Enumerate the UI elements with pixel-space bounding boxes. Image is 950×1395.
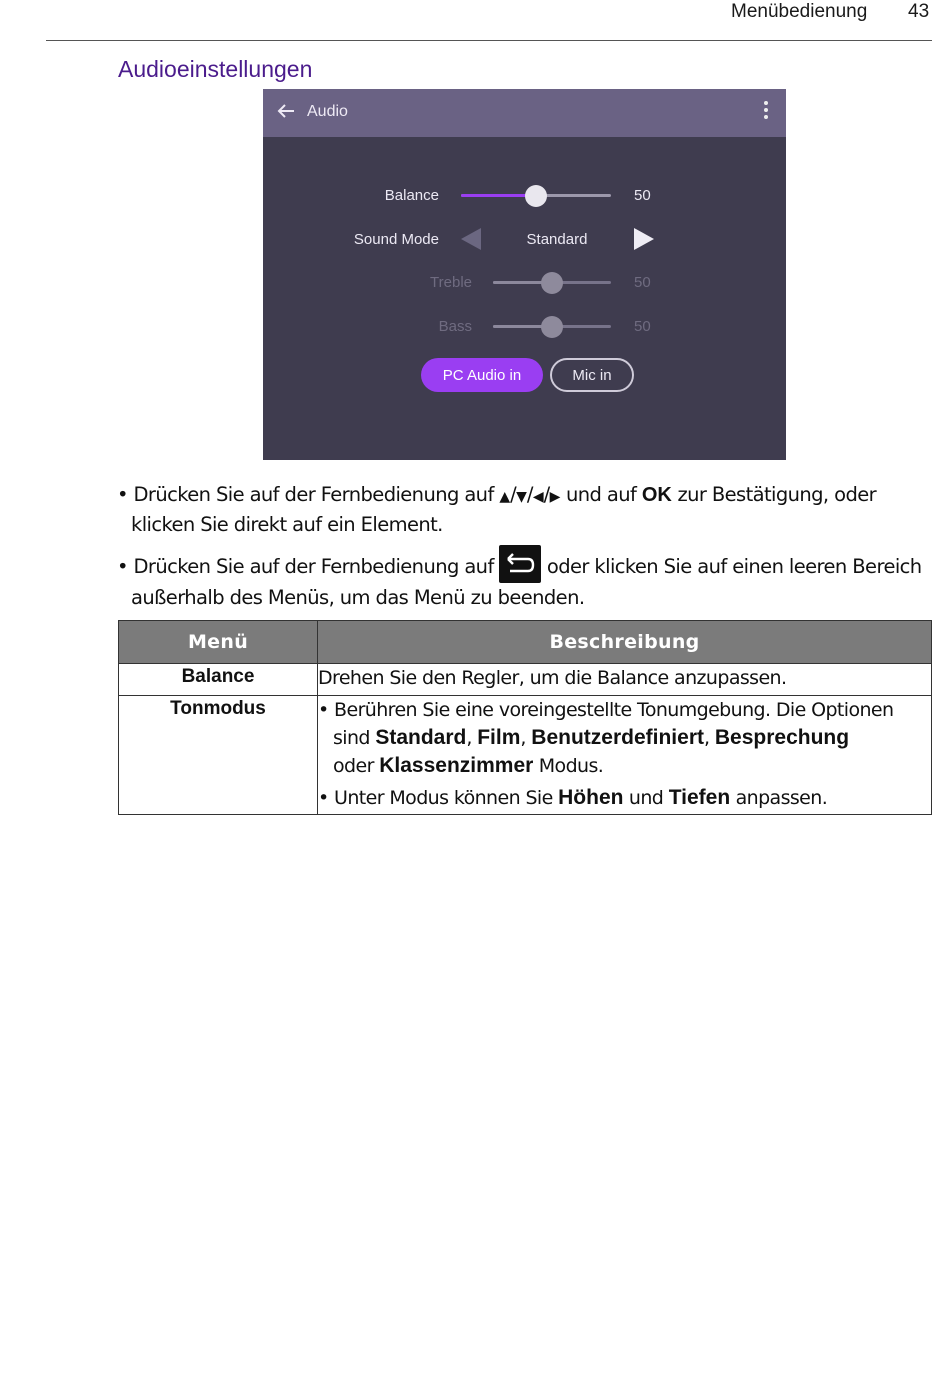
balance-label: Balance bbox=[384, 187, 439, 204]
mic-in-button[interactable]: Mic in bbox=[550, 358, 634, 392]
instruction-bullet-2: • Drücken Sie auf der Fernbedienung auf oder klicken Sie auf einen leeren Bereich außerhalb des Menüs, um das Menü zu beenden. bbox=[117, 545, 927, 613]
arrow-left-icon: ◀ bbox=[532, 489, 544, 505]
audio-menu-screenshot bbox=[263, 89, 786, 460]
menu-cell-tonmodus: Tonmodus bbox=[119, 696, 318, 815]
balance-slider-knob[interactable] bbox=[525, 185, 547, 207]
more-vertical-icon[interactable] bbox=[761, 101, 771, 123]
arrow-right-icon: ▶ bbox=[549, 489, 561, 505]
section-title: Audioeinstellungen bbox=[118, 56, 313, 82]
running-header-title: Menübedienung bbox=[731, 1, 868, 22]
header-rule bbox=[46, 40, 932, 41]
bass-slider-knob[interactable] bbox=[541, 316, 563, 338]
treble-value: 50 bbox=[634, 274, 651, 291]
menu-cell-balance: Balance bbox=[119, 664, 318, 696]
balance-value: 50 bbox=[634, 187, 651, 204]
desc-cell-balance: Drehen Sie den Regler, um die Balance anzupassen. bbox=[318, 664, 932, 696]
menu-description-table bbox=[118, 620, 932, 815]
sound-mode-next-icon[interactable] bbox=[634, 228, 654, 250]
table-header-menu: Menü bbox=[119, 621, 318, 664]
page-number: 43 bbox=[908, 1, 930, 22]
desc-cell-tonmodus: • Berühren Sie eine voreingestellte Tonumgebung. Die Optionen sind Standard, Film, Benutzerdefiniert, Besprechung oder Klassenzimmer Modus. • Unter Modus können Sie Höhen und Tiefen anpassen. bbox=[318, 696, 932, 815]
instruction-bullet-1: • Drücken Sie auf der Fernbedienung auf ▲/▼/◀/▶ und auf OK zur Bestätigung, oder klicken Sie direkt auf ein Element. bbox=[117, 483, 877, 536]
audio-title: Audio bbox=[307, 103, 348, 120]
table-row-balance bbox=[119, 664, 932, 696]
treble-label: Treble bbox=[430, 274, 472, 291]
return-button-icon bbox=[499, 545, 541, 583]
audio-title-bar bbox=[263, 89, 786, 137]
sound-mode-prev-icon[interactable] bbox=[461, 228, 481, 250]
bass-value: 50 bbox=[634, 318, 651, 335]
ok-key: OK bbox=[641, 484, 672, 506]
arrow-up-icon: ▲ bbox=[499, 489, 511, 505]
sound-mode-label: Sound Mode bbox=[353, 231, 439, 248]
back-arrow-icon[interactable] bbox=[276, 99, 298, 123]
pc-audio-in-button[interactable]: PC Audio in bbox=[421, 358, 543, 392]
arrow-down-icon: ▼ bbox=[516, 489, 527, 505]
sound-mode-value: Standard bbox=[526, 231, 588, 248]
treble-slider-knob[interactable] bbox=[541, 272, 563, 294]
bass-label: Bass bbox=[438, 318, 472, 335]
table-header-description: Beschreibung bbox=[318, 621, 932, 664]
table-row-tonmodus bbox=[119, 696, 932, 815]
